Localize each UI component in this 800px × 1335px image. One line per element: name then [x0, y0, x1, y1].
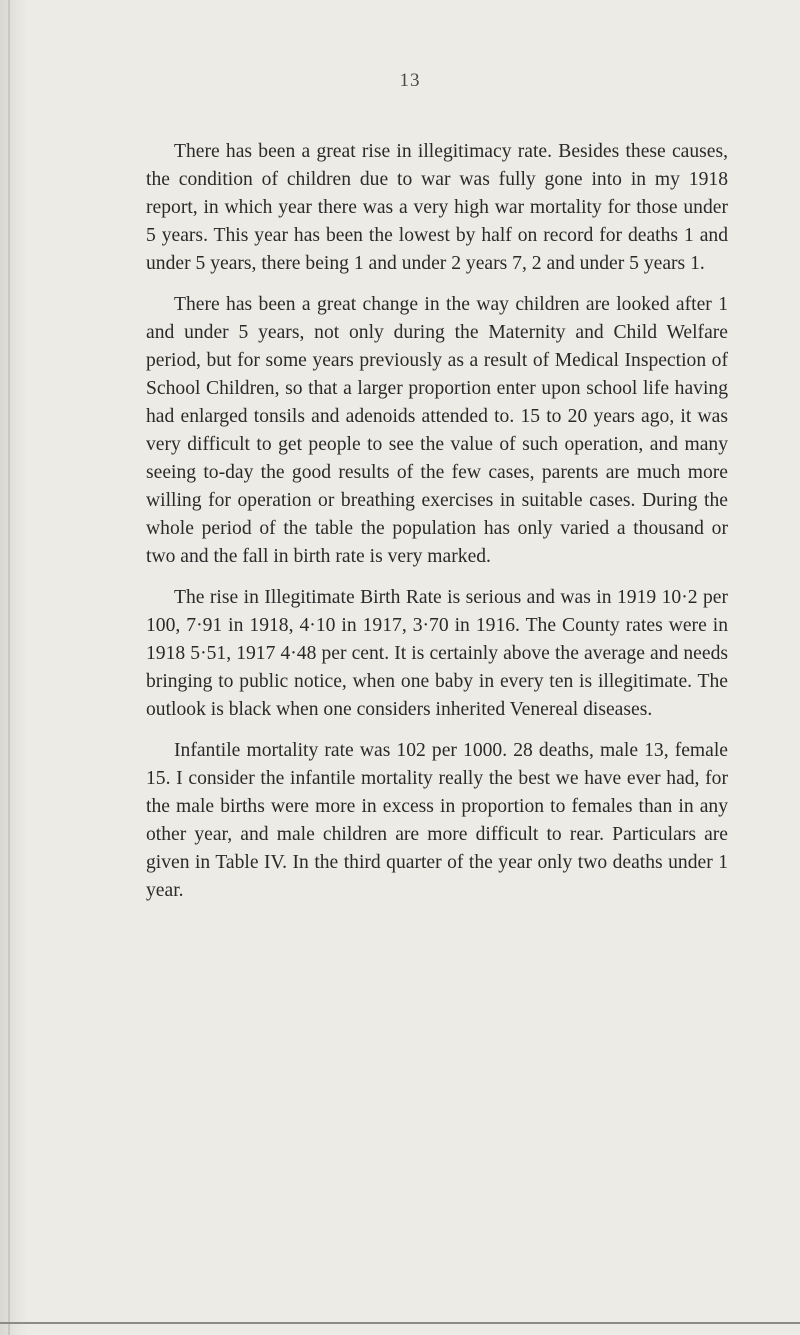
paragraph-child-care-change: There has been a great change in the way children are looked after 1 and under 5 years, not only during the Maternity and Child Welfare period, but for some years previously as a result of Medical Inspection of School Children, so that a larger proportion enter upon school life having had enlarged tonsils and adenoids attended to. 15 to 20 years ago, it was very difficult to get people to see the value of such operation, and many seeing to-day the good results of the few cases, parents are much more willing for operation or breathing exercises in suitable cases. During the whole period of the table the population has only varied a thousand or two and the fall in birth rate is very marked.: [146, 294, 728, 567]
bottom-rule: [0, 1322, 800, 1324]
paragraph-infantile-mortality: Infantile mortality rate was 102 per 1000. 28 deaths, male 13, female 15. I consider the infantile mortality really the best we have ever had, for the male births were more in excess in proportion to females than in any other year, and male children are more difficult to rear. Particulars are given in Table IV. In the third quarter of the year only two deaths under 1 year.: [146, 740, 728, 901]
paragraph-illegitimate-birth-rate: The rise in Illegitimate Birth Rate is serious and was in 1919 10·2 per 100, 7·91 in 1918, 4·10 in 1917, 3·70 in 1916. The County rates were in 1918 5·51, 1917 4·48 per cent. It is certainly above the average and needs bringing to public notice, when one baby in every ten is illegitimate. The outlook is black when one considers inherited Venereal diseases.: [146, 587, 728, 720]
page-number: 13: [399, 70, 421, 91]
paragraph-illegitimacy-rise: There has been a great rise in illegitimacy rate. Besides these causes, the condition of children due to war was fully gone into in my 1918 report, in which year there was a very high war mortality for those under 5 years. This year has been the lowest by half on record for deaths 1 and under 5 years, there being 1 and under 2 years 7, 2 and under 5 years 1.: [146, 141, 728, 274]
document-body: [146, 138, 728, 918]
page-binding-edge: [0, 0, 28, 1335]
